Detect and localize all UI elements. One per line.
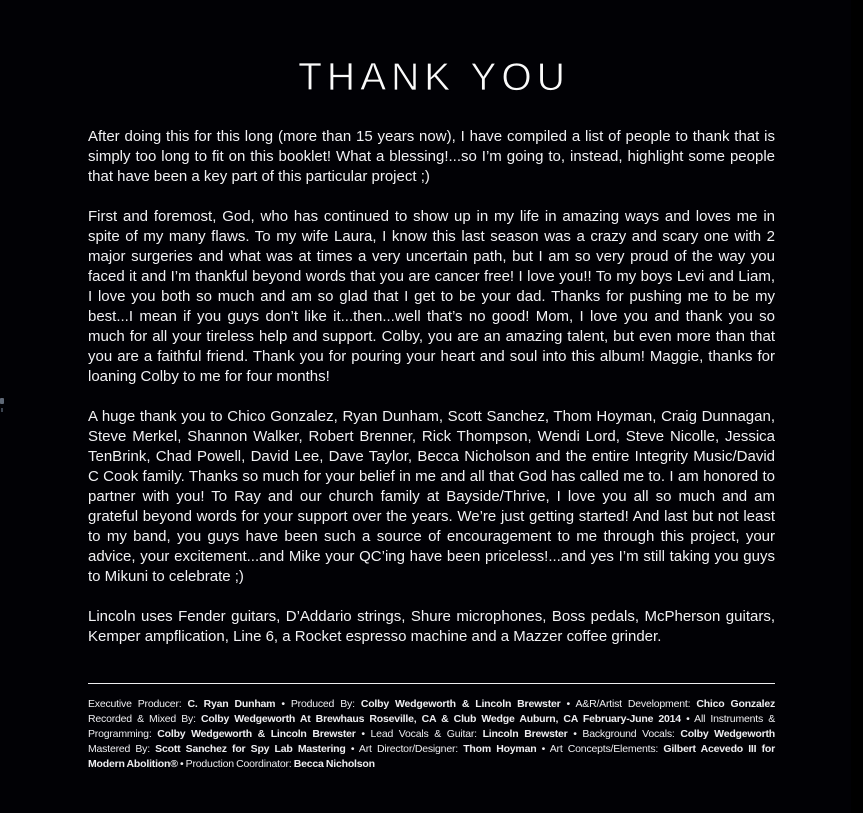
credits-block bbox=[88, 697, 775, 772]
paragraph-gear: Lincoln uses Fender guitars, D’Addario strings, Shure microphones, Boss pedals, McPherson guitars, Kemper ampflication, Line 6, a Rocket espresso machine and a Mazzer coffee grinder. bbox=[88, 608, 775, 645]
credit-name: Chico Gonzalez bbox=[696, 698, 776, 710]
credit-line bbox=[88, 757, 775, 772]
paragraph-intro: After doing this for this long (more than 15 years now), I have compiled a list of people to thank that is simply too long to fit on this booklet! What a blessing!...so I’m going to, instead, highlight some people that have been a key part of this particular project ;) bbox=[88, 128, 775, 185]
credit-name: Becca Nicholson bbox=[293, 758, 375, 770]
credit-label: Executive Producer: bbox=[88, 698, 188, 710]
credit-name: Colby Wedgeworth bbox=[680, 728, 775, 740]
credit-name: Thom Hoyman bbox=[463, 743, 537, 755]
scan-artifact bbox=[0, 398, 4, 404]
credit-label: • Background Vocals: bbox=[567, 728, 681, 740]
credit-name: Lincoln Brewster bbox=[482, 728, 568, 740]
credit-label: • Art Concepts/Elements: bbox=[536, 743, 664, 755]
credit-label: • All Instruments & bbox=[680, 713, 776, 725]
body-text bbox=[88, 127, 775, 647]
credit-name: Modern Abolition® bbox=[88, 758, 178, 770]
credit-line bbox=[88, 742, 775, 757]
credit-line bbox=[88, 697, 775, 712]
credit-label: • Art Director/Designer: bbox=[345, 743, 464, 755]
credit-label: Programming: bbox=[88, 728, 158, 740]
credit-line bbox=[88, 727, 775, 742]
paragraph-family: First and foremost, God, who has continued to show up in my life in amazing ways and loves me in spite of my many flaws. To my wife Laura, I know this last season was a crazy and scary one with 2 major surgeries and what was at times a very uncertain path, but I am so very proud of the way you faced it and I’m thankful beyond words that you are cancer free! I love you!! To my boys Levi and Liam, I love you both so much and am so glad that I get to be your dad. Thanks for pushing me to be my best...I mean if you guys don’t like it...then...well that’s no good! Mom, I love you and thank you so much for all your tireless help and support. Colby, you are an amazing talent, but even more than that you are a faithful friend. Thank you for pouring your heart and soul into this album! Maggie, thanks for loaning Colby to me for four months! bbox=[88, 208, 775, 385]
credit-label: • Lead Vocals & Guitar: bbox=[355, 728, 483, 740]
page-title: THANK YOU bbox=[298, 56, 570, 99]
credit-name: Colby Wedgeworth At Brewhaus Roseville, CA & Club Wedge Auburn, CA February-June 2014 bbox=[200, 713, 681, 725]
credit-label: • Production Coordinator: bbox=[177, 758, 294, 770]
credit-name: Colby Wedgeworth & Lincoln Brewster bbox=[360, 698, 561, 710]
divider-line bbox=[88, 683, 775, 684]
credit-label: • A&R/Artist Development: bbox=[560, 698, 697, 710]
credit-name: Scott Sanchez for Spy Lab Mastering bbox=[155, 743, 346, 755]
page-edge-shade bbox=[851, 0, 863, 813]
credit-name: C. Ryan Dunham bbox=[187, 698, 276, 710]
credit-label: • Produced By: bbox=[275, 698, 361, 710]
paragraph-team: A huge thank you to Chico Gonzalez, Ryan Dunham, Scott Sanchez, Thom Hoyman, Craig Dunnagan, Steve Merkel, Shannon Walker, Robert Brenner, Rick Thompson, Wendi Lord, Steve Nicolle, Jessica TenBrink, Chad Powell, David Lee, Dave Taylor, Becca Nicholson and the entire Integrity Music/David C Cook family. Thanks so much for your belief in me and all that God has called me to. I am honored to partner with you! To Ray and our church family at Bayside/Thrive, I love you all so much and am grateful beyond words for your support over the years. We’re just getting started! And last but not least to my band, you guys have been such a source of encouragement to me through this project, your advice, your excitement...and Mike your QC’ing have been priceless!...and yes I’m still taking you guys to Mikuni to celebrate ;) bbox=[88, 408, 775, 585]
credit-label: Recorded & Mixed By: bbox=[88, 713, 201, 725]
credit-line bbox=[88, 712, 775, 727]
credit-label: Mastered By: bbox=[88, 743, 156, 755]
credit-name: Gilbert Acevedo III for bbox=[663, 743, 775, 755]
credit-name: Colby Wedgeworth & Lincoln Brewster bbox=[157, 728, 356, 740]
